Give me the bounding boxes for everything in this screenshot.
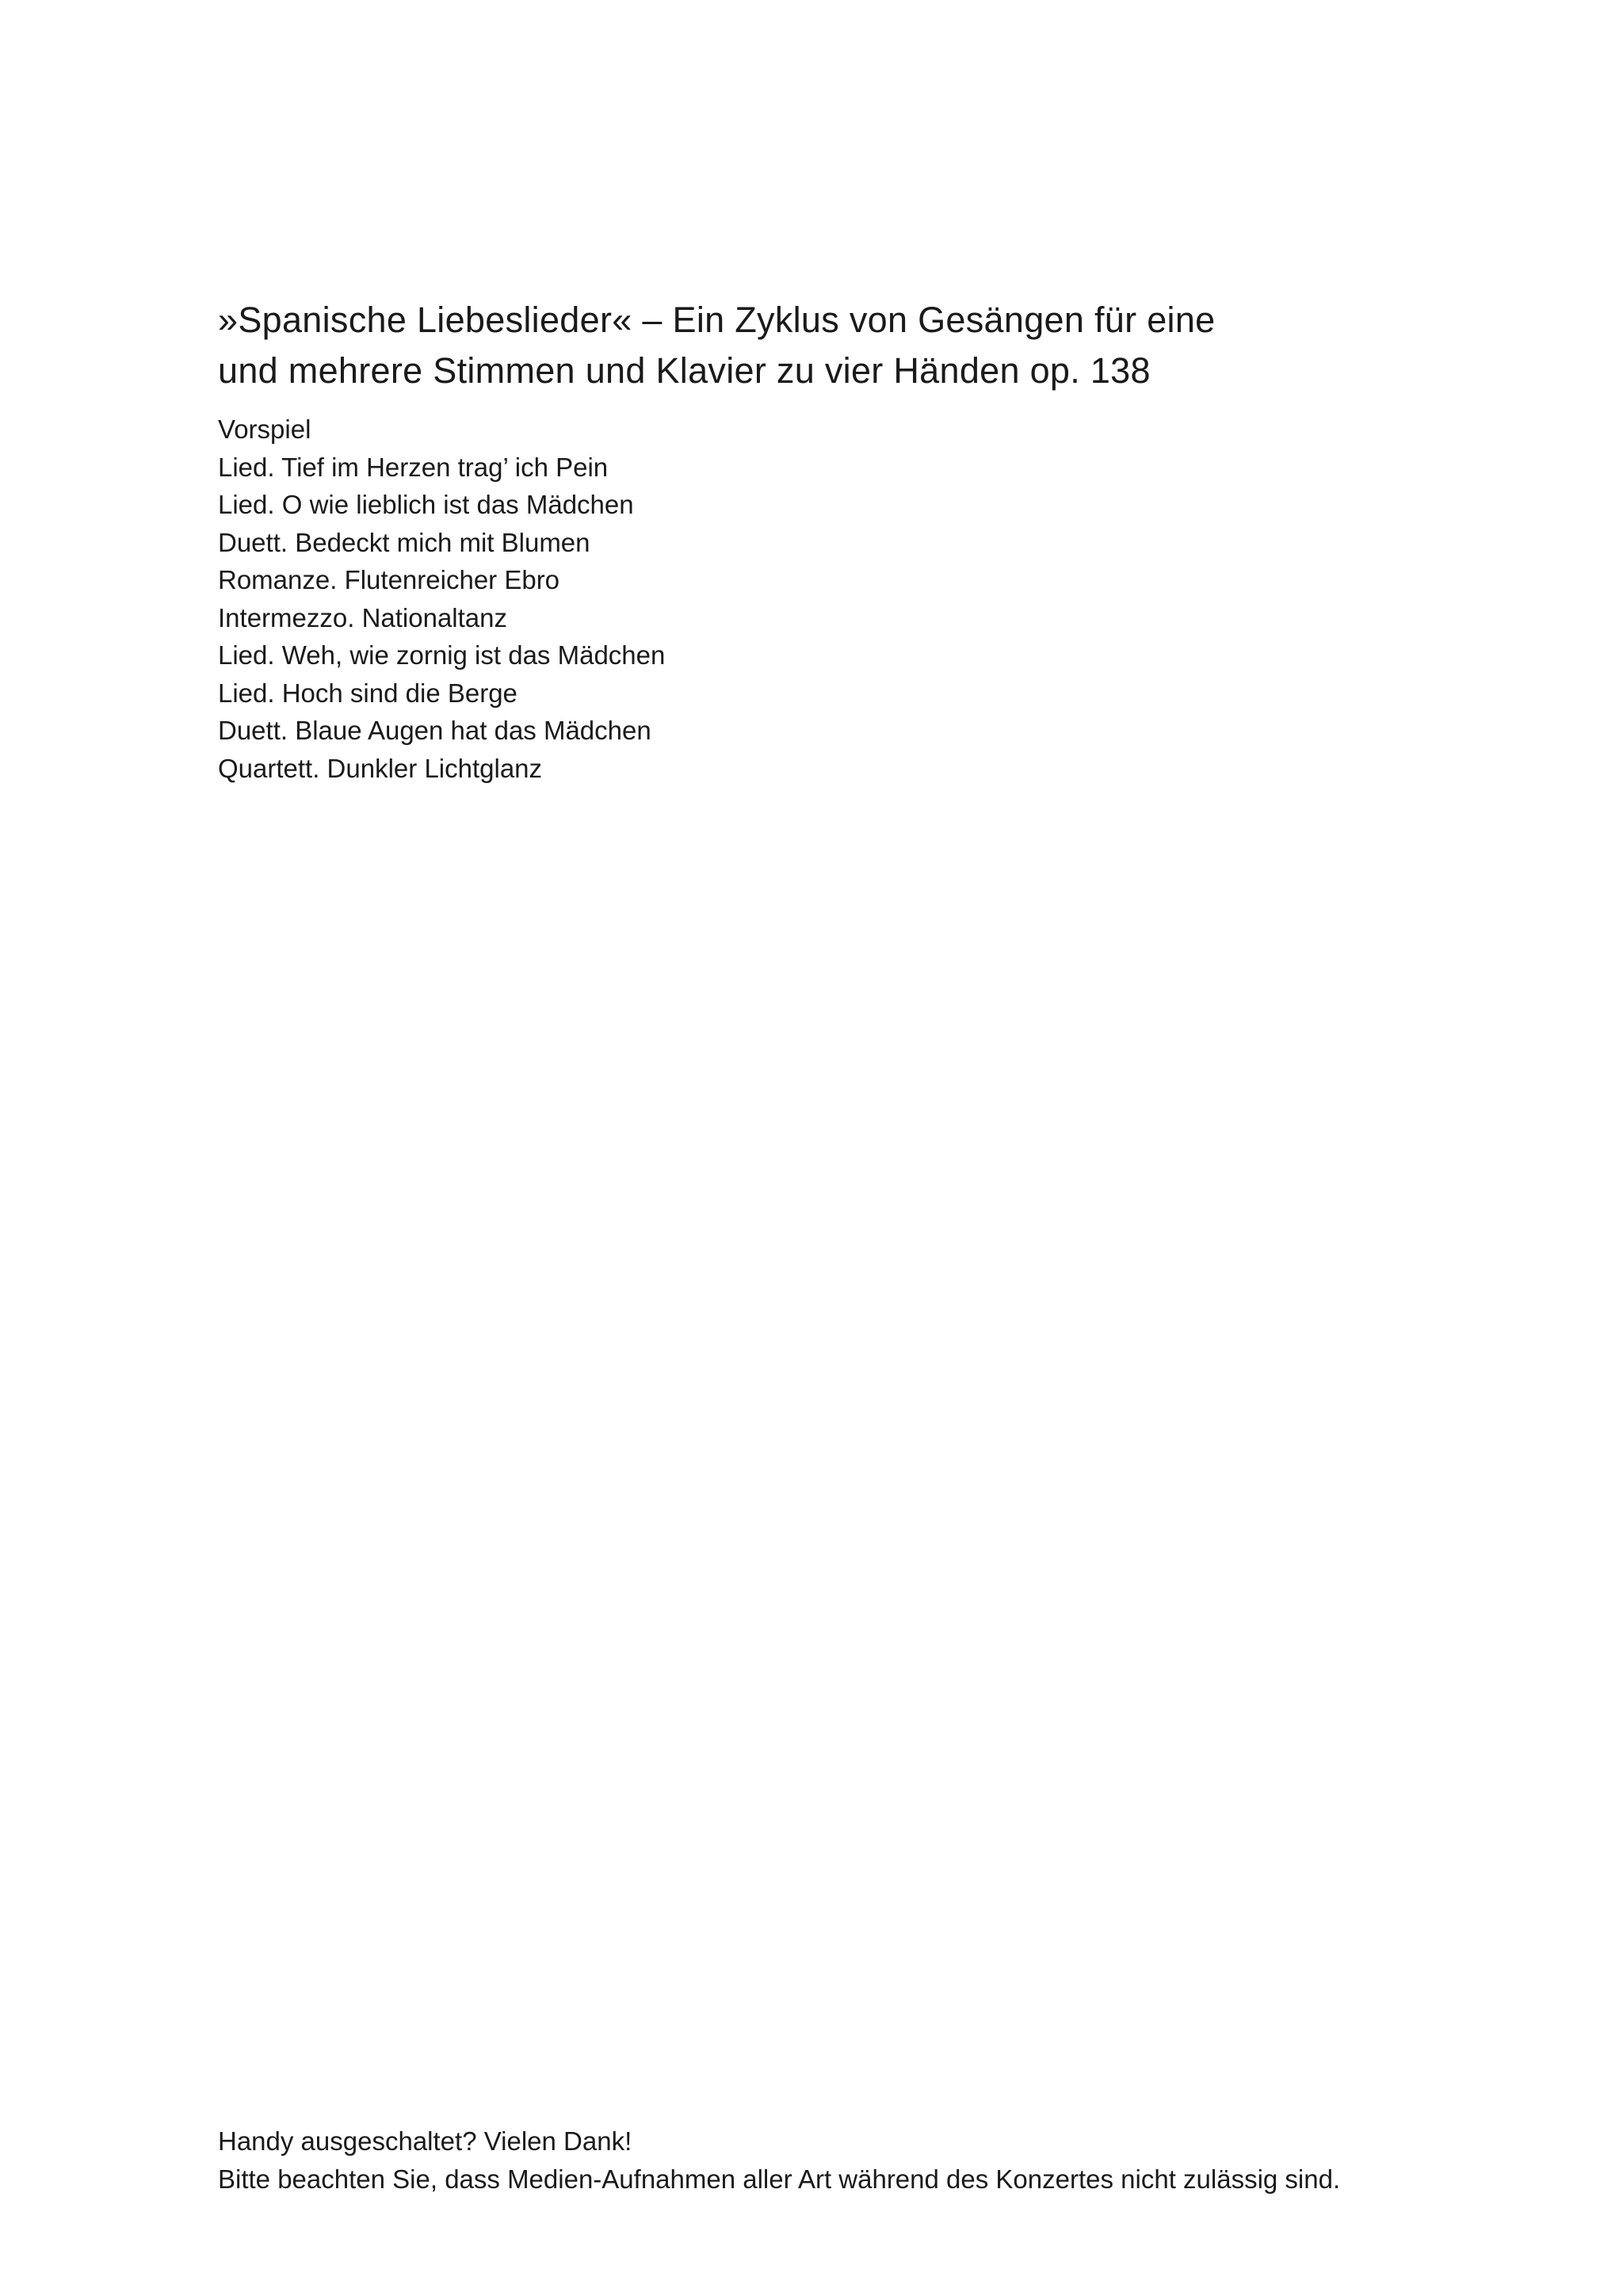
movement-item: Lied. Tief im Herzen trag’ ich Pein	[218, 452, 609, 482]
movement-item: Lied. Weh, wie zornig ist das Mädchen	[218, 640, 666, 670]
work-title	[218, 295, 1454, 396]
movement-item: Lied. Hoch sind die Berge	[218, 678, 517, 708]
audience-notice	[218, 2122, 1565, 2198]
movement-item: Quartett. Dunkler Lichtglanz	[218, 753, 543, 783]
movement-item: Duett. Bedeckt mich mit Blumen	[218, 527, 590, 557]
movement-item: Vorspiel	[218, 415, 311, 444]
movement-item: Duett. Blaue Augen hat das Mädchen	[218, 716, 651, 745]
movement-item: Lied. O wie lieblich ist das Mädchen	[218, 490, 634, 519]
movement-item: Romanze. Flutenreicher Ebro	[218, 565, 560, 594]
program-section	[218, 295, 1454, 787]
movement-list	[218, 411, 1454, 787]
work-title-line-2: und mehrere Stimmen und Klavier zu vier Händen op. 138	[218, 350, 1151, 391]
phone-notice: Handy ausgeschaltet? Vielen Dank!	[218, 2126, 632, 2156]
movement-item: Intermezzo. Nationaltanz	[218, 602, 508, 632]
recording-notice: Bitte beachten Sie, dass Medien-Aufnahmen aller Art während des Konzertes nicht zulässig sind.	[218, 2164, 1341, 2194]
work-title-line-1: »Spanische Liebeslieder« – Ein Zyklus von Gesängen für eine	[218, 300, 1216, 340]
